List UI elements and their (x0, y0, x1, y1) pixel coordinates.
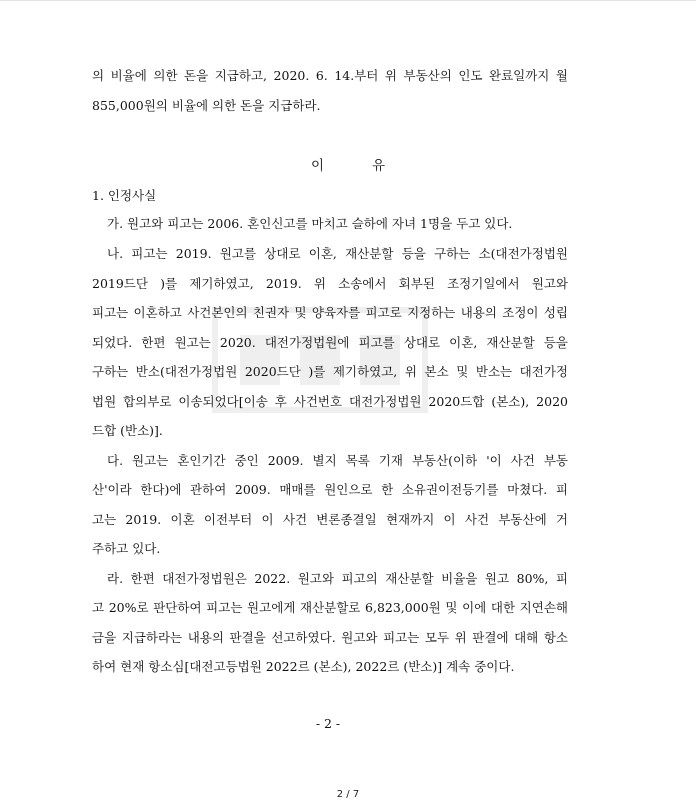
page-number: - 2 - (315, 716, 341, 731)
intro-line-1: 의 비율에 의한 돈을 지급하고, 2020. 6. 14.부터 위 부동산의 인도 완료일까지 월 (92, 68, 568, 83)
paragraph-ga-line-1: 가. 원고와 피고는 2006. 혼인신고를 마치고 슬하에 자녀 1명을 두고 있다. (107, 216, 513, 231)
reasons-heading (0, 154, 696, 174)
intro-line-2: 855,000원의 비율에 의한 돈을 지급하라. (92, 98, 321, 113)
paragraph-da-line-3: 고는 2019. 이혼 이전부터 이 사건 변론종결일 현재까지 이 사건 부동산에 거 (92, 512, 568, 527)
paragraph-da-line-1: 다. 원고는 혼인기간 중인 2009. 별지 목록 기재 부동산(이하 '이 사건 부동 (107, 453, 568, 468)
paragraph-na-line-6: 법원 합의부로 이송되었다[이송 후 사건번호 대전가정법원 2020드합 (본소), 2020 (92, 394, 568, 409)
paragraph-ra-line-4: 하여 현재 항소심[대전고등법원 2022르 (본소), 2022르 (반소)] 계속 중이다. (92, 659, 515, 674)
paragraph-na-line-4: 되었다. 한편 원고는 2020. 대전가정법원에 피고를 상대로 이혼, 재산분할 등을 (92, 335, 568, 350)
paragraph-ra-line-3: 금을 지급하라는 내용의 판결을 선고하였다. 원고와 피고는 모두 위 판결에 대해 항소 (92, 630, 568, 645)
reasons-heading-right: 유 (372, 158, 386, 174)
paragraph-na-line-5: 구하는 반소(대전가정법원 2020드단 )를 제기하였고, 위 본소 및 반소는 대전가정 (92, 364, 568, 379)
paragraph-da-line-2: 산'이라 한다)에 관하여 2009. 매매를 원인으로 한 소유권이전등기를 마쳤다. 피 (92, 482, 568, 497)
viewer-page-count: 2 / 7 (336, 789, 360, 800)
section-title: 1. 인정사실 (92, 188, 157, 203)
paragraph-da-line-4: 주하고 있다. (92, 541, 161, 556)
paragraph-ra-line-1: 라. 한편 대전가정법원은 2022. 원고와 피고의 재산분할 비율을 원고 80%, 피 (107, 571, 568, 586)
paragraph-na-line-2: 2019드단 )를 제기하였고, 2019. 위 소송에서 회부된 조정기일에서 원고와 (92, 276, 568, 291)
paragraph-na-line-3: 피고는 이혼하고 사건본인의 친권자 및 양육자를 피고로 지정하는 내용의 조정이 성립 (92, 305, 568, 320)
paragraph-na-line-1: 나. 피고는 2019. 원고를 상대로 이혼, 재산분할 등을 구하는 소(대전가정법원 (107, 246, 568, 261)
reasons-heading-left: 이 (310, 158, 324, 174)
paragraph-na-line-7: 드합 (반소)]. (92, 423, 163, 438)
paragraph-ra-line-2: 고 20%로 판단하여 피고는 원고에게 재산분할로 6,823,000원 및 이에 대한 지연손해 (92, 600, 568, 615)
